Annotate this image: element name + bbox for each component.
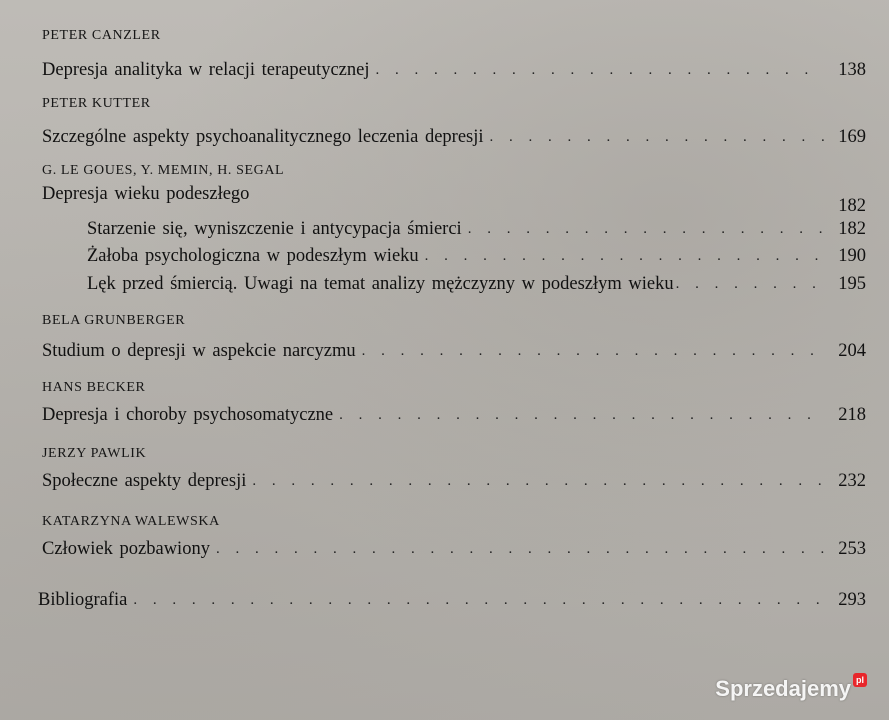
page-number: 169 (838, 127, 866, 147)
toc-subentry (87, 274, 866, 295)
entry-title: Depresja analityka w relacji terapeutycznej (42, 60, 370, 80)
author-name: KATARZYNA WALEWSKA (42, 514, 220, 529)
toc-entry (42, 184, 866, 216)
page-number: 182 (838, 219, 866, 239)
entry-title: Depresja wieku podeszłego (42, 184, 250, 204)
dot-leader (362, 343, 824, 360)
watermark-badge: pl (853, 673, 867, 687)
page-number: 138 (838, 60, 866, 80)
author-name: PETER KUTTER (42, 96, 151, 111)
page-number: 232 (838, 471, 866, 491)
dot-leader (425, 248, 824, 265)
author-name: JERZY PAWLIK (42, 446, 147, 461)
entry-title: Studium o depresji w aspekcie narcyzmu (42, 341, 356, 361)
entry-title: Bibliografia (38, 590, 128, 610)
dot-leader (339, 407, 824, 424)
toc-subentry (87, 246, 866, 267)
dot-leader (468, 221, 824, 238)
page-number: 190 (838, 246, 866, 266)
toc-entry (42, 60, 866, 81)
dot-leader (676, 276, 828, 293)
toc-entry (42, 471, 866, 492)
author-name: G. LE GOUES, Y. MEMIN, H. SEGAL (42, 163, 285, 178)
page-number: 195 (838, 274, 866, 294)
toc-entry (42, 405, 866, 426)
entry-title: Depresja i choroby psychosomatyczne (42, 405, 334, 425)
entry-title: Człowiek pozbawiony (42, 539, 210, 559)
page-number: 182 (838, 196, 866, 216)
dot-leader (216, 541, 824, 558)
entry-title: Szczególne aspekty psychoanalitycznego leczenia depresji (42, 127, 484, 147)
author-name: HANS BECKER (42, 380, 146, 395)
dot-leader (375, 62, 824, 79)
toc-entry (42, 539, 866, 560)
entry-title: Społeczne aspekty depresji (42, 471, 247, 491)
entry-title: Starzenie się, wyniszczenie i antycypacja śmierci (87, 219, 462, 239)
dot-leader (490, 129, 824, 146)
page-number: 253 (838, 539, 866, 559)
page-number: 218 (838, 405, 866, 425)
bibliography-entry (38, 590, 866, 611)
watermark-text: Sprzedajemy (715, 676, 851, 701)
author-name: BELA GRUNBERGER (42, 313, 186, 328)
toc-entry (42, 341, 866, 362)
dot-leader (252, 473, 824, 490)
page-number: 204 (838, 341, 866, 361)
dot-leader (133, 592, 824, 609)
entry-title: Żałoba psychologiczna w podeszłym wieku (87, 246, 419, 266)
author-name: PETER CANZLER (42, 28, 161, 43)
toc-subentry (87, 219, 866, 240)
entry-title: Lęk przed śmiercią. Uwagi na temat analizy mężczyzny w podeszłym wieku (87, 274, 674, 294)
page-number: 293 (838, 590, 866, 610)
toc-entry (42, 127, 866, 148)
watermark-logo (715, 676, 867, 702)
